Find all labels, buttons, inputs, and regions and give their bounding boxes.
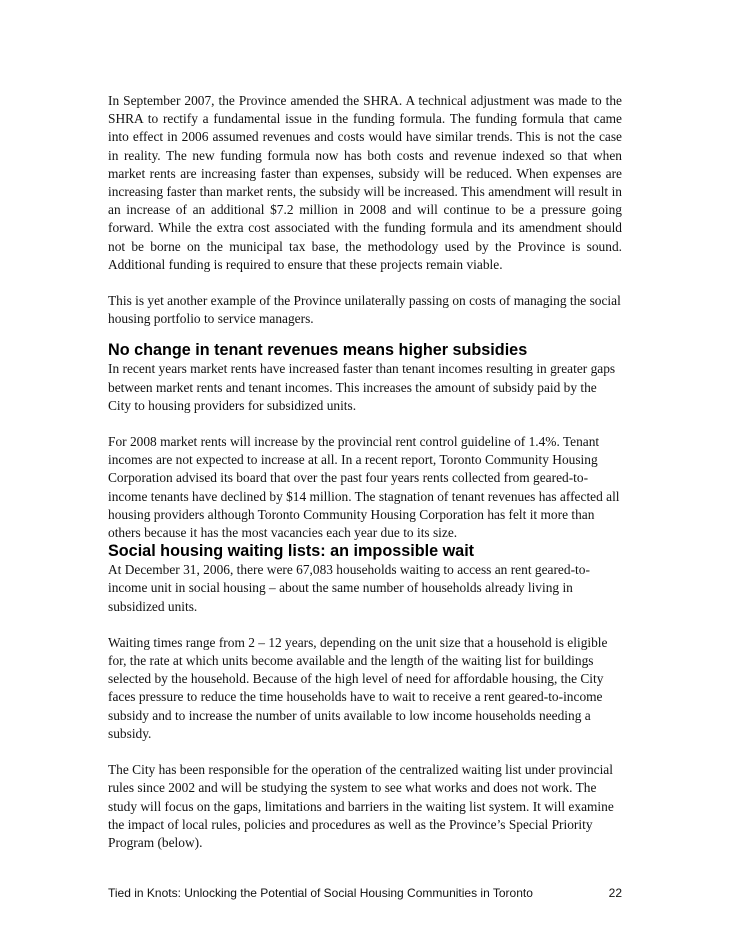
paragraph-waiting-households: At December 31, 2006, there were 67,083 households waiting to access an rent geared-to-income unit in social housing – about the same number of households already living in subsidized units. — [108, 562, 590, 614]
paragraph-shra-amendment: In September 2007, the Province amended the SHRA. A technical adjustment was made to the SHRA to rectify a fundamental issue in the funding formula. The funding formula that came into effect in 2006 assumed revenues and costs would have similar trends. This is not the case in reality. The new funding formula now has both costs and revenue indexed so that when market rents are increasing faster than expenses, subsidy will be reduced. When expenses are increasing faster than market rents, the subsidy will be increased. This amendment will result in an increase of an additional $7.2 million in 2008 and will continue to be a pressure going forward. While the extra cost associated with the funding formula and its amendment should not be borne on the municipal tax base, the methodology used by the Province is sound. Additional funding is required to ensure that these projects remain viable. — [108, 93, 622, 272]
footer-title: Tied in Knots: Unlocking the Potential of Social Housing Communities in Toronto — [108, 886, 533, 900]
paragraph-waiting-times: Waiting times range from 2 – 12 years, depending on the unit size that a household is eligible for, the rate at which units become available and the length of the waiting list for buildings selected by the household. Because of the high level of need for affordable housing, the City faces pressure to reduce the time households have to wait to receive a rent geared-to-income subsidy and to increase the number of units available to low income households needing a subsidy. — [108, 634, 608, 741]
paragraph-waiting-list-study: The City has been responsible for the operation of the centralized waiting list under provincial rules since 2002 and will be studying the system to see what works and does not work. The study will focus on the gaps, limitations and barriers in the waiting list system. It will examine the impact of local rules, policies and procedures as well as the Province’s Special Priority Program (below). — [108, 762, 614, 850]
paragraph-market-rents: In recent years market rents have increased faster than tenant incomes resulting in greater gaps between market rents and tenant incomes. This increases the amount of subsidy paid by the City to housing providers for subsidized units. — [108, 361, 616, 413]
heading-tenant-revenues: No change in tenant revenues means higher subsidies — [108, 341, 528, 360]
page-body — [108, 92, 622, 852]
heading-waiting-lists: Social housing waiting lists: an impossible wait — [108, 542, 475, 561]
page-footer — [108, 886, 622, 900]
page-number: 22 — [608, 886, 622, 900]
paragraph-province-costs: This is yet another example of the Province unilaterally passing on costs of managing the social housing portfolio to service managers. — [108, 293, 621, 327]
paragraph-2008-rents: For 2008 market rents will increase by the provincial rent control guideline of 1.4%. Tenant incomes are not expected to increase at all. In a recent report, Toronto Community Housing Corporation advised its board that over the past four years rents collected from geared-to-income tenants have declined by $14 million. The stagnation of tenant revenues has affected all housing providers although Toronto Community Housing Corporation has felt it more than others because it has the most vacancies each year due to its size. — [108, 434, 620, 541]
